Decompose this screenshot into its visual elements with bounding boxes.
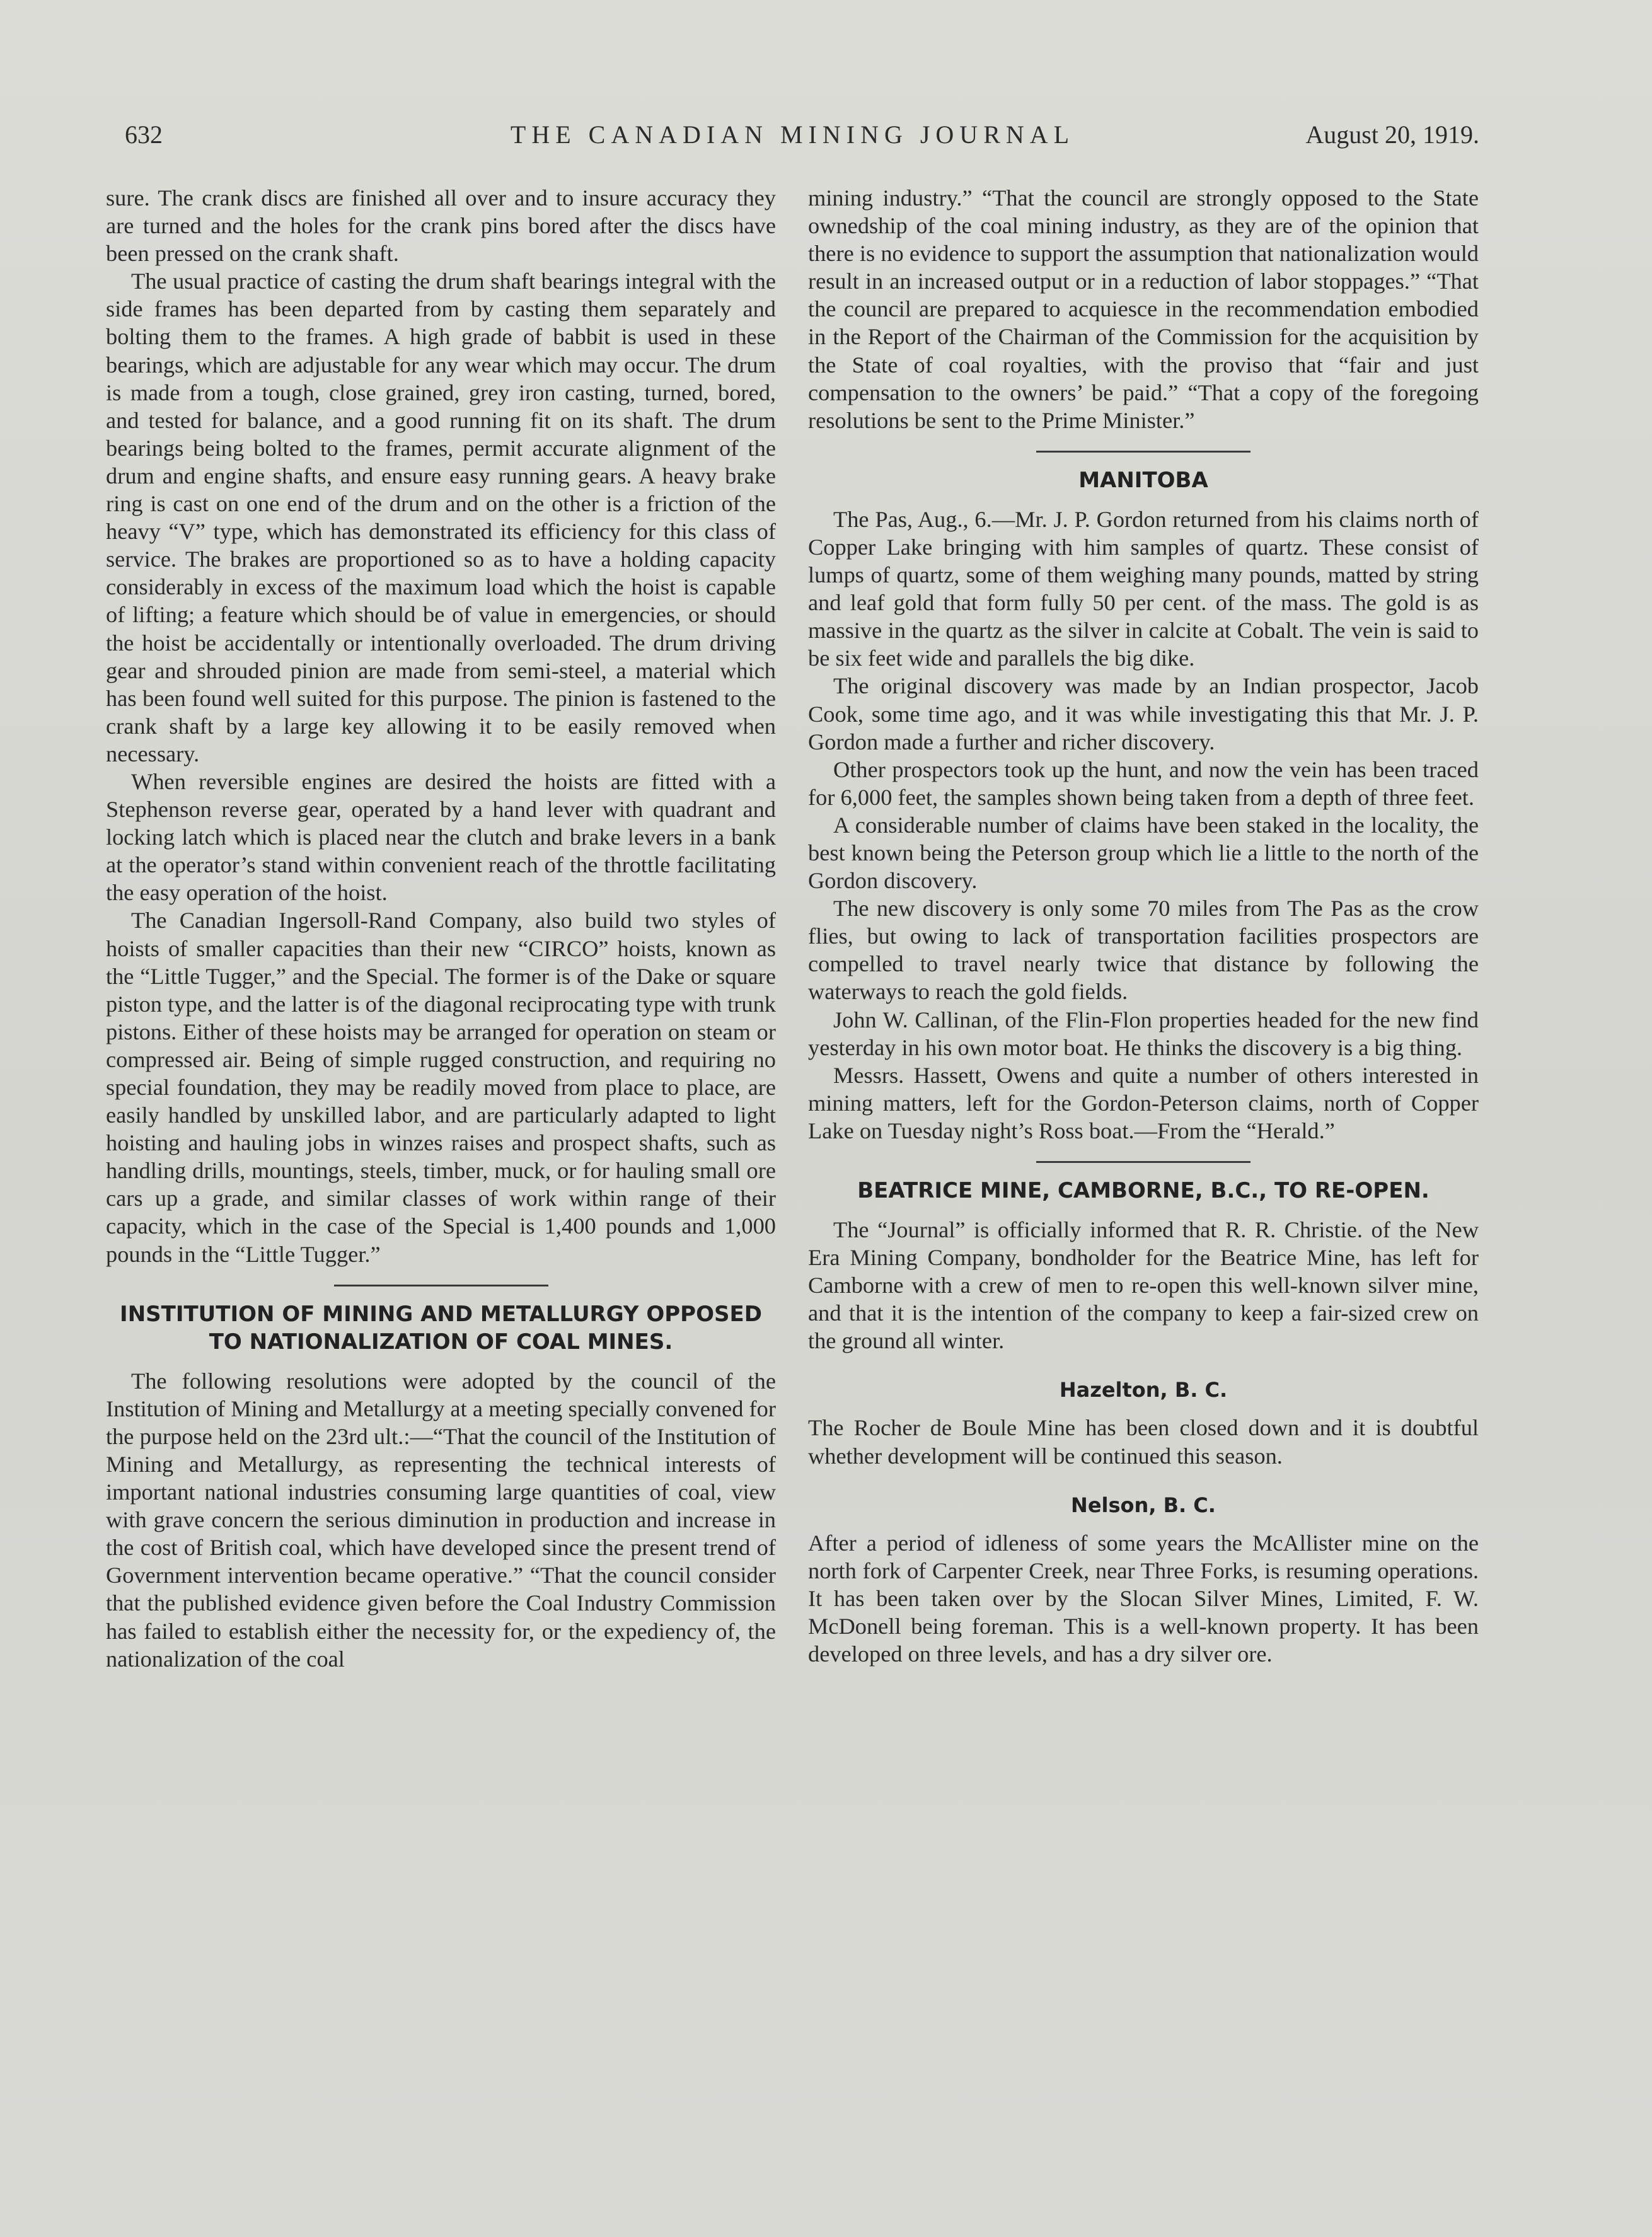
paragraph: sure. The crank discs are finished all over and to insure accuracy they are turned and the holes for the crank pins bored after the discs have been pressed on the crank shaft. xyxy=(106,185,776,267)
paragraph: John W. Callinan, of the Flin-Flon properties headed for the new find yesterday in his own motor boat. He thinks the discovery is a big thing. xyxy=(808,1007,1479,1060)
paragraph: Messrs. Hassett, Owens and quite a number of others interested in mining matters, left for the Gordon-Peterson claims, north of Copper Lake on Tuesday night’s Ross boat.—From the “Herald.” xyxy=(808,1062,1479,1143)
section-subheading: Hazelton, B. C. xyxy=(1059,1378,1228,1402)
paragraph: mining industry.” “That the council are strongly opposed to the State ownedship of the coal mining industry, as they are of the opinion that there is no evidence to support the assumption that nationalization would result in an increased output or in a reduction of labor stoppages.” “That the council are prepared to acquiesce in the recommendation embodied in the Report of the Chairman of the Commission for the acquisition by the State of coal royalties, with the proviso that “fair and just compensation to the owners’ be paid.” “That a copy of the foregoing resolutions be sent to the Prime Minister.” xyxy=(808,185,1479,433)
section-divider xyxy=(334,1285,548,1286)
paragraph: Other prospectors took up the hunt, and now the vein has been traced for 6,000 feet, the samples shown being taken from a depth of three feet. xyxy=(808,756,1479,810)
paragraph: The “Journal” is officially informed that R. R. Christie. of the New Era Mining Company, bondholder for the Beatrice Mine, has left for Camborne with a crew of men to re-open this well-known silver mine, and that it is the intention of the company to keep a fair-sized crew on the ground all winter. xyxy=(808,1217,1479,1354)
page-number: 632 xyxy=(125,120,163,149)
paragraph: The Rocher de Boule Mine has been closed down and it is doubtful whether development will be continued this season. xyxy=(808,1415,1479,1469)
paragraph: After a period of idleness of some years the McAllister mine on the north fork of Carpenter Creek, near Three Forks, is resuming operations. It has been taken over by the Slocan Silver Mines, Limited, F. W. McDonell being foreman. This is a well-known property. It has been developed on three levels, and has a dry silver ore. xyxy=(808,1530,1479,1667)
paragraph: The Pas, Aug., 6.—Mr. J. P. Gordon returned from his claims north of Copper Lake bringing with him samples of quartz. These consist of lumps of quartz, some of them weighing many pounds, matted by string and leaf gold that form fully 50 per cent. of the mass. The gold is as massive in the quartz as the silver in calcite at Cobalt. The vein is said to be six feet wide and parallels the big dike. xyxy=(808,506,1479,671)
page-header xyxy=(106,120,1479,158)
journal-title: THE CANADIAN MINING JOURNAL xyxy=(510,120,1075,149)
paragraph: The new discovery is only some 70 miles from The Pas as the crow flies, but owing to lack of transportation facilities prospectors are compelled to travel nearly twice that distance by following the waterways to reach the gold fields. xyxy=(808,896,1479,1005)
section-divider xyxy=(1036,451,1251,453)
issue-date: August 20, 1919. xyxy=(1305,120,1479,149)
section-heading: MANITOBA xyxy=(1078,467,1208,493)
paragraph: The following resolutions were adopted by the council of the Institution of Mining and Metallurgy at a meeting specially convened for the purpose held on the 23rd ult.:—“That the council of the Institution of Mining and Metallurgy, as representing the technical interests of important national industries consuming large quantities of coal, view with grave concern the serious diminution in production and increase in the cost of British coal, which have developed since the present trend of Government intervention became operative.” “That the council consider that the published evidence given before the Coal Industry Commission has failed to establish either the necessity for, or the expediency of, the nationalization of the coal xyxy=(106,1368,776,1672)
section-divider xyxy=(1036,1161,1251,1163)
left-column xyxy=(106,184,776,2113)
article-heading: INSTITUTION OF MINING AND METALLURGY OPPOSED TO NATIONALIZATION OF COAL MINES. xyxy=(120,1301,762,1355)
paragraph: A considerable number of claims have been staked in the locality, the best known being the Peterson group which lie a little to the north of the Gordon discovery. xyxy=(808,812,1479,894)
paragraph: When reversible engines are desired the hoists are fitted with a Stephenson reverse gear, operated by a hand lever with quadrant and locking latch which is placed near the clutch and brake levers in a bank at the operator’s stand within convenient reach of the throttle facilitating the easy operation of the hoist. xyxy=(106,768,776,906)
section-subheading: Nelson, B. C. xyxy=(1071,1493,1216,1517)
paragraph: The Canadian Ingersoll-Rand Company, also build two styles of hoists of smaller capacities than their new “CIRCO” hoists, known as the “Little Tugger,” and the Special. The former is of the Dake or square piston type, and the latter is of the diagonal reciprocating type with trunk pistons. Either of these hoists may be arranged for operation on steam or compressed air. Being of simple rugged construction, and requiring no special foundation, they may be readily moved from place to place, are easily handled by unskilled labor, and are particularly adapted to light hoisting and hauling jobs in winzes raises and prospect shafts, such as handling drills, mountings, steels, timber, muck, or for hauling small ore cars up a grade, and similar classes of work within range of their capacity, which in the case of the Special is 1,400 pounds and 1,000 pounds in the “Little Tugger.” xyxy=(106,908,776,1267)
article-heading: BEATRICE MINE, CAMBORNE, B.C., TO RE-OPEN. xyxy=(857,1178,1430,1203)
paragraph: The usual practice of casting the drum shaft bearings integral with the side frames has been departed from by casting them separately and bolting them to the frames. A high grade of babbit is used in these bearings, which are adjustable for any wear which may occur. The drum is made from a tough, close grained, grey iron casting, turned, bored, and tested for balance, and a good running fit on its shaft. The drum bearings being bolted to the frames, permit accurate alignment of the drum and engine shafts, and ensure easy running gears. A heavy brake ring is cast on one end of the drum and on the other is a friction of the heavy “V” type, which has demonstrated its efficiency for this class of service. The brakes are proportioned so as to have a holding capacity considerably in excess of the maximum load which the hoist is capable of lifting; a feature which should be of value in emergencies, or should the hoist be accidentally or intentionally overloaded. The drum driving gear and shrouded pinion are made from semi-steel, a material which has been found well suited for this purpose. The pinion is fastened to the crank shaft by a large key allowing it to be easily removed when necessary. xyxy=(106,269,776,766)
paragraph: The original discovery was made by an Indian prospector, Jacob Cook, some time ago, and it was while investigating this that Mr. J. P. Gordon made a further and richer discovery. xyxy=(808,673,1479,754)
right-column xyxy=(808,184,1479,2113)
